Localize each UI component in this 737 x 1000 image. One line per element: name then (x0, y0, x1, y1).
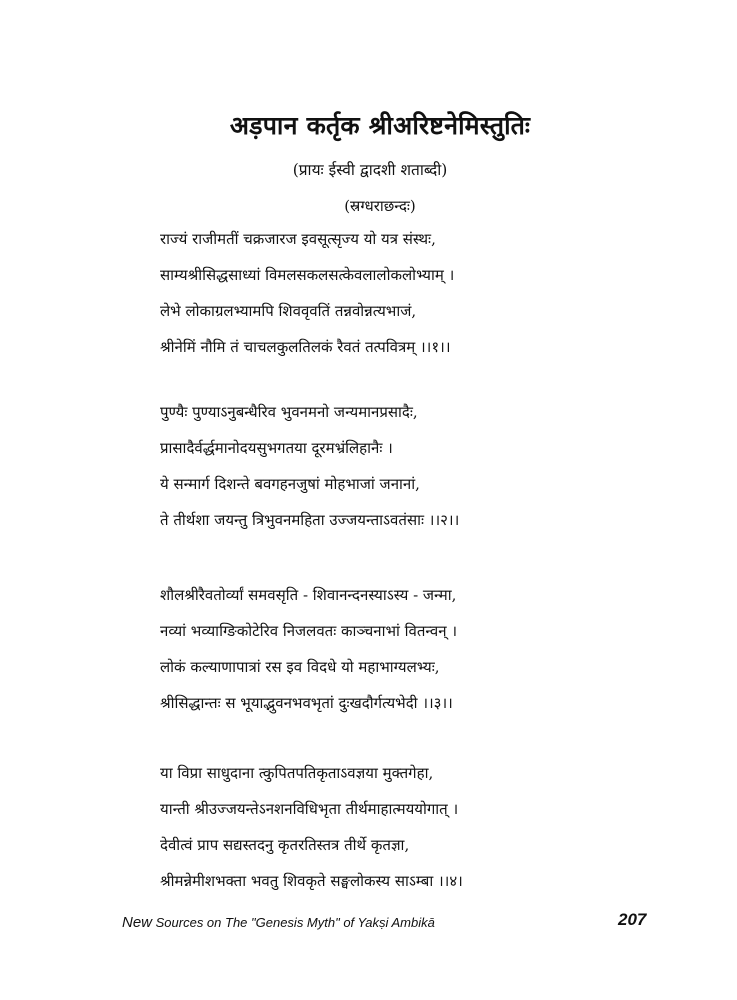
period-note: (प्रायः ईस्वी द्वादशी शताब्दी) (292, 161, 448, 179)
verse-4 (160, 755, 640, 899)
verse-line: ते तीर्थशा जयन्तु त्रिभुवनमहिता उज्जयन्ताऽवतंसाः ।।२।। (160, 511, 460, 529)
verse-3 (160, 577, 640, 721)
page-title: अड़पान कर्तृक श्रीअरिष्टनेमिस्तुतिः (229, 111, 531, 140)
verse-line: देवीत्वं प्राप सद्यस्तदनु कृतरतिस्तत्र तीर्थे कृतज्ञा, (160, 836, 410, 854)
verse-line: ये सन्मार्ग दिशन्ते बवगहनजुषां मोहभाजां जनानां, (160, 475, 420, 493)
verse-line: लोकं कल्याणापात्रां रस इव विदधे यो महाभाग्यलभ्यः, (160, 658, 440, 676)
verse-1 (160, 221, 640, 365)
running-footer (122, 914, 435, 931)
meter-note: (स्रग्धराछन्दः) (344, 197, 416, 215)
verse-line: श्रीसिद्धान्तः स भूयाद्भुवनभवभृतां दुःखदौर्गत्यभेदी ।।३।। (160, 694, 453, 712)
verse-line: शौलश्रीरैवतोर्व्यां समवसृति - शिवानन्दनस्याऽस्य - जन्मा, (160, 586, 457, 604)
verse-line: प्रासादैर्वर्द्धमानोदयसुभगतया दूरमभ्रंलिहानैः । (160, 439, 393, 457)
verse-2 (160, 394, 640, 538)
verse-line: लेभे लोकाग्रलभ्यामपि शिववृवतिं तन्नवोन्नत्यभाजं, (160, 302, 417, 320)
verse-line: पुण्यैः पुण्याऽनुबन्धैरिव भुवनमनो जन्यमानप्रसादैः, (160, 403, 418, 421)
verse-line: राज्यं राजीमतीं चक्रजारज इवसूत्सृज्य यो यत्र संस्थः, (160, 230, 436, 248)
verse-line: यान्ती श्रीउज्जयन्तेऽनशनविधिभृता तीर्थमाहात्मययोगात् । (160, 800, 459, 818)
verse-line: या विप्रा साधुदाना त्कुपितपतिकृताऽवज्ञया मुक्तगेहा, (160, 764, 434, 782)
verse-line: साम्यश्रीसिद्धसाध्यां विमलसकलसत्केवलालोकलोभ्याम् । (160, 266, 455, 284)
footer-title: Sources on The "Genesis Myth" of Yakṣi Ambikā (152, 915, 435, 930)
verse-line: नव्यां भव्याग्ङिकोटेरिव निजलवतः काञ्चनाभां वितन्वन् । (160, 622, 458, 640)
page-number: 207 (618, 910, 647, 929)
verse-line: श्रीमन्नेमीशभक्ता भवतु शिवकृते सङ्घलोकस्य साऽम्बा ।।४। (160, 872, 463, 890)
verse-line: श्रीनेमिं नौमि तं चाचलकुलतिलकं रैवतं तत्पवित्रम् ।।१।। (160, 338, 451, 356)
footer-new: New (122, 914, 153, 931)
